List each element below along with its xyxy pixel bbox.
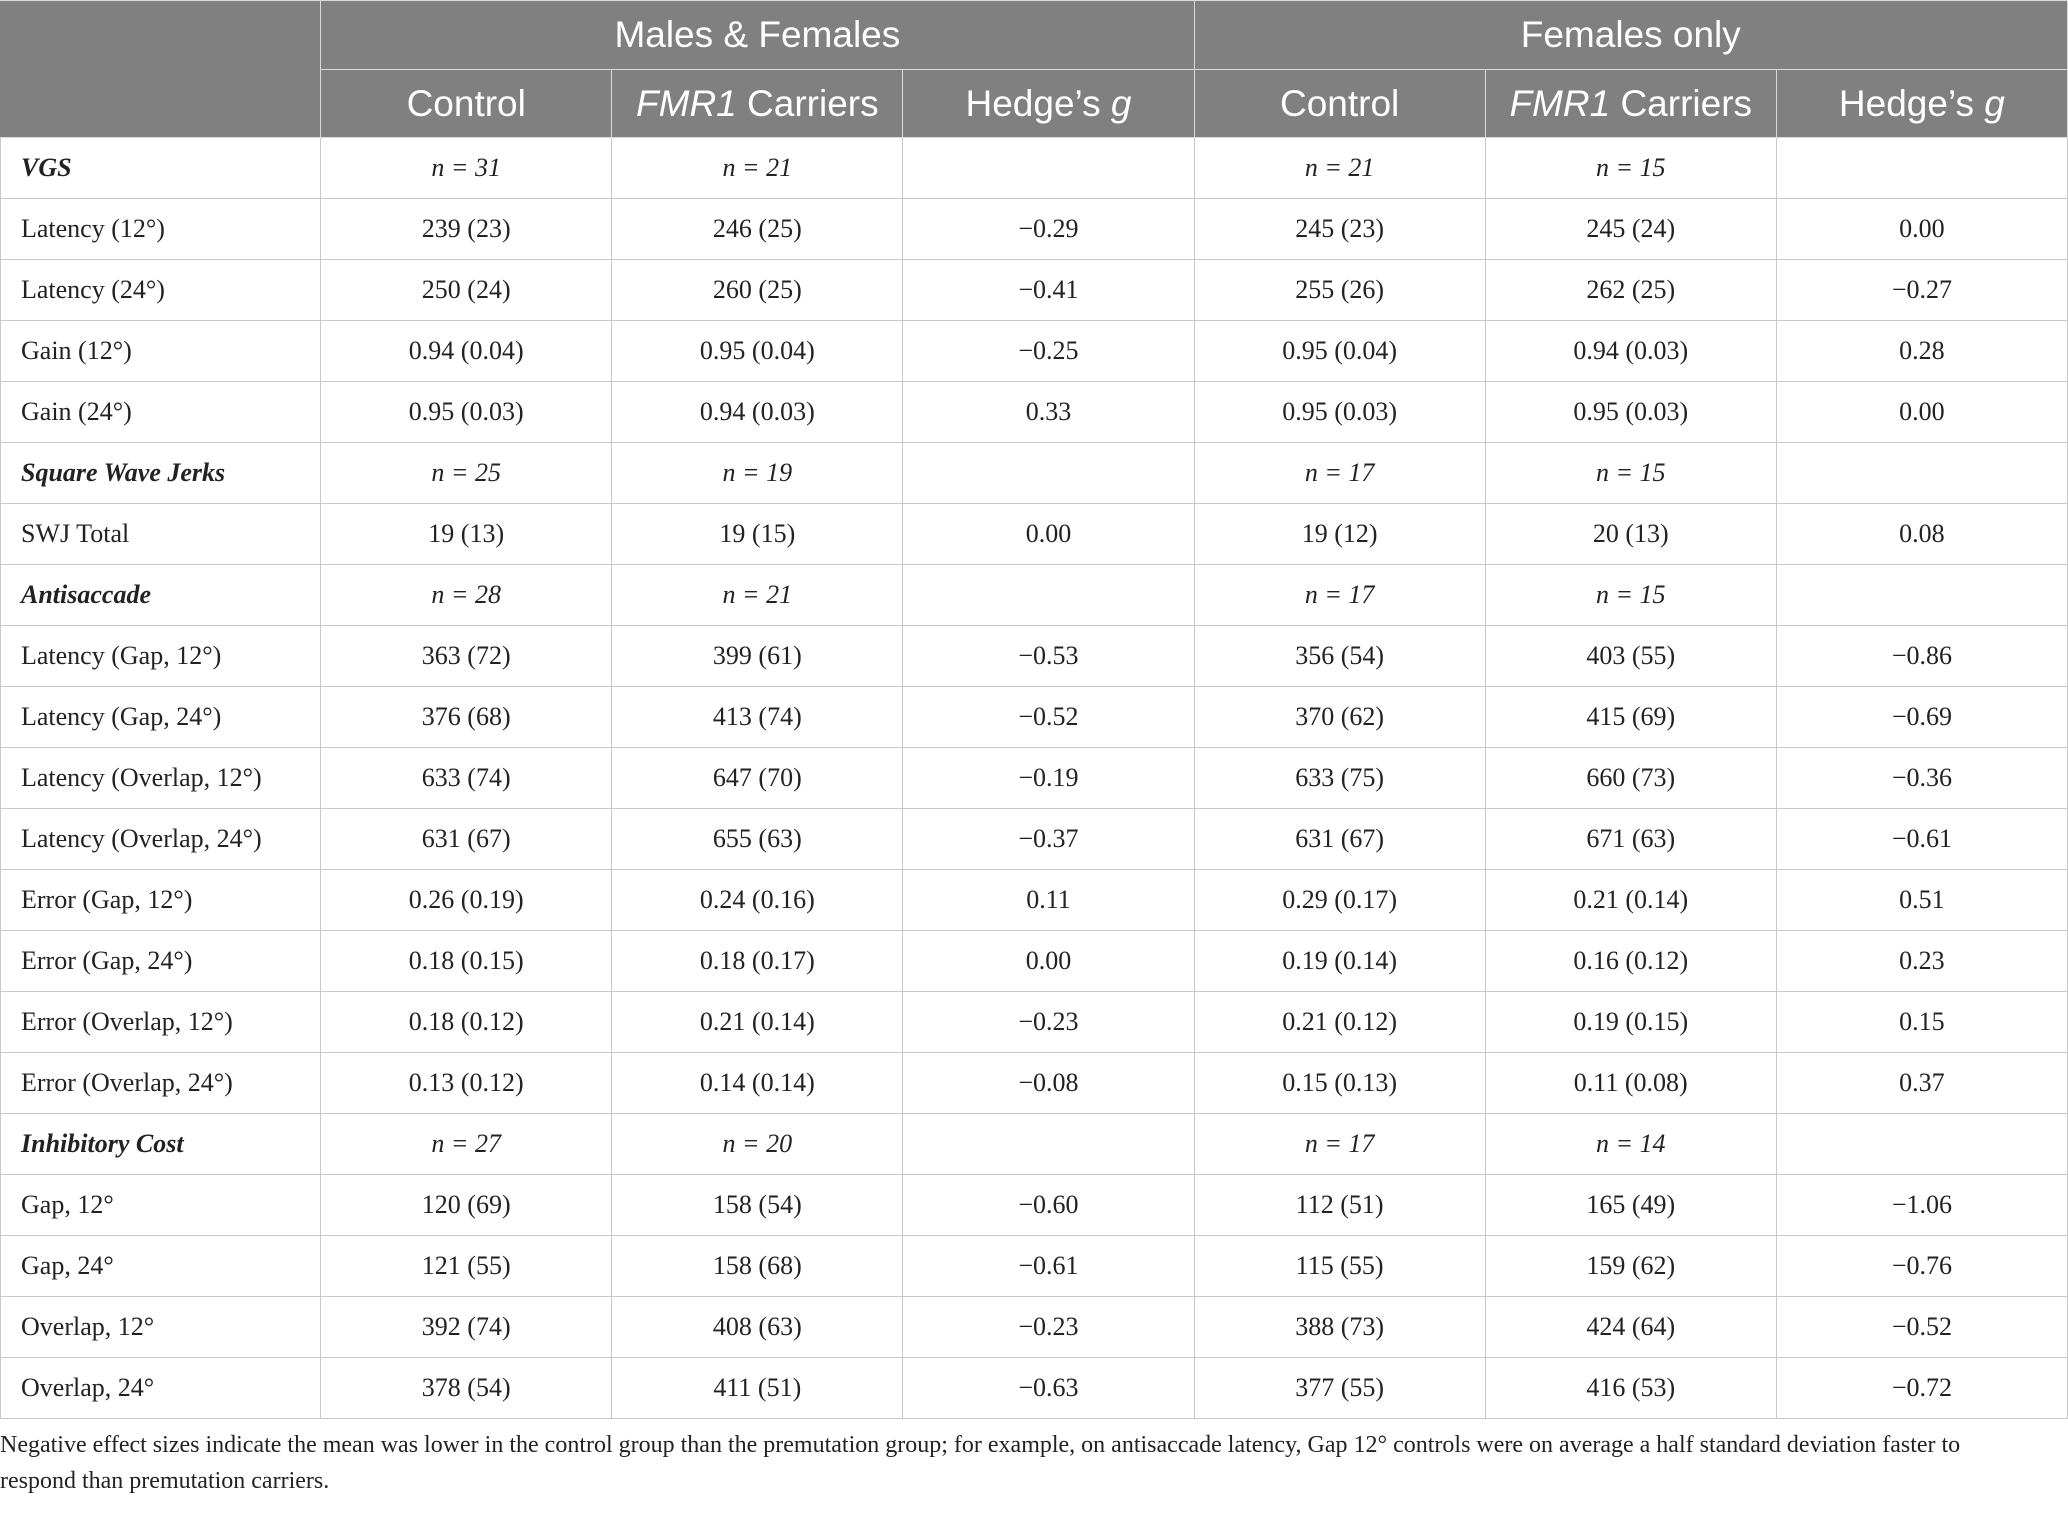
sample-size-cell: n = 21: [1194, 138, 1485, 199]
group-header-females-only: Females only: [1194, 1, 2067, 70]
sample-size-cell: n = 25: [321, 443, 612, 504]
section-row: [1, 1114, 2068, 1175]
row-label: Overlap, 24°: [1, 1358, 321, 1419]
sample-size-cell: [903, 138, 1194, 199]
table-cell: 0.13 (0.12): [321, 1053, 612, 1114]
table-cell: −0.25: [903, 321, 1194, 382]
table-cell: 158 (68): [612, 1236, 903, 1297]
col-header-hedges-g: Hedge’s g: [1776, 70, 2067, 138]
table-cell: 0.14 (0.14): [612, 1053, 903, 1114]
table-cell: 377 (55): [1194, 1358, 1485, 1419]
table-cell: 159 (62): [1485, 1236, 1776, 1297]
table-cell: 408 (63): [612, 1297, 903, 1358]
table-cell: 376 (68): [321, 687, 612, 748]
table-cell: 158 (54): [612, 1175, 903, 1236]
row-label: Latency (24°): [1, 260, 321, 321]
table-cell: −0.08: [903, 1053, 1194, 1114]
table-row: [1, 1358, 2068, 1419]
table-cell: 239 (23): [321, 199, 612, 260]
table-body: [1, 138, 2068, 1419]
table-cell: 250 (24): [321, 260, 612, 321]
sample-size-cell: n = 21: [612, 565, 903, 626]
table-cell: 255 (26): [1194, 260, 1485, 321]
table-cell: 660 (73): [1485, 748, 1776, 809]
table-cell: −0.23: [903, 1297, 1194, 1358]
table-cell: 0.95 (0.04): [612, 321, 903, 382]
table-cell: 633 (75): [1194, 748, 1485, 809]
table-cell: 0.15 (0.13): [1194, 1053, 1485, 1114]
table-row: [1, 1297, 2068, 1358]
table-cell: 246 (25): [612, 199, 903, 260]
table-row: [1, 504, 2068, 565]
row-label: Error (Overlap, 24°): [1, 1053, 321, 1114]
table-cell: 0.00: [1776, 199, 2067, 260]
table-cell: 413 (74): [612, 687, 903, 748]
table-cell: 655 (63): [612, 809, 903, 870]
table-cell: −0.19: [903, 748, 1194, 809]
sample-size-cell: n = 31: [321, 138, 612, 199]
section-label: Antisaccade: [1, 565, 321, 626]
row-label: Overlap, 12°: [1, 1297, 321, 1358]
table-cell: 0.95 (0.03): [1485, 382, 1776, 443]
sample-size-cell: n = 20: [612, 1114, 903, 1175]
sample-size-cell: n = 15: [1485, 443, 1776, 504]
table-row: [1, 1053, 2068, 1114]
sample-size-cell: n = 19: [612, 443, 903, 504]
sample-size-cell: n = 17: [1194, 1114, 1485, 1175]
table-row: [1, 992, 2068, 1053]
table-cell: 120 (69): [321, 1175, 612, 1236]
table-row: [1, 260, 2068, 321]
row-label: Latency (12°): [1, 199, 321, 260]
table-cell: −0.36: [1776, 748, 2067, 809]
table-cell: 388 (73): [1194, 1297, 1485, 1358]
section-label: Square Wave Jerks: [1, 443, 321, 504]
sample-size-cell: [1776, 443, 2067, 504]
table-cell: −0.41: [903, 260, 1194, 321]
sample-size-cell: [1776, 565, 2067, 626]
sample-size-cell: [903, 1114, 1194, 1175]
table-cell: 0.21 (0.12): [1194, 992, 1485, 1053]
table-cell: −0.52: [1776, 1297, 2067, 1358]
table-row: [1, 870, 2068, 931]
table-cell: 0.18 (0.15): [321, 931, 612, 992]
section-label: Inhibitory Cost: [1, 1114, 321, 1175]
section-row: [1, 565, 2068, 626]
table-cell: −0.60: [903, 1175, 1194, 1236]
table-cell: 0.95 (0.03): [1194, 382, 1485, 443]
table-cell: 0.24 (0.16): [612, 870, 903, 931]
row-label: Latency (Gap, 24°): [1, 687, 321, 748]
table-cell: 416 (53): [1485, 1358, 1776, 1419]
table-cell: 0.21 (0.14): [612, 992, 903, 1053]
sample-size-cell: [1776, 1114, 2067, 1175]
table-cell: 0.33: [903, 382, 1194, 443]
table-row: [1, 687, 2068, 748]
row-label: Error (Gap, 12°): [1, 870, 321, 931]
table-cell: −0.69: [1776, 687, 2067, 748]
sample-size-cell: n = 15: [1485, 565, 1776, 626]
col-header-fmr1-carriers: FMR1 Carriers: [1485, 70, 1776, 138]
table-cell: 392 (74): [321, 1297, 612, 1358]
table-cell: 19 (13): [321, 504, 612, 565]
table-footnote: Negative effect sizes indicate the mean was lower in the control group than the premutation group; for example, on antisaccade latency, Gap 12° controls were on average a half standard deviation faster to respond than premutation carriers.: [0, 1432, 1961, 1494]
table-cell: −0.27: [1776, 260, 2067, 321]
table-cell: 424 (64): [1485, 1297, 1776, 1358]
table-cell: 0.21 (0.14): [1485, 870, 1776, 931]
table-cell: 411 (51): [612, 1358, 903, 1419]
col-header-hedges-g: Hedge’s g: [903, 70, 1194, 138]
table-cell: 0.26 (0.19): [321, 870, 612, 931]
table-cell: 245 (23): [1194, 199, 1485, 260]
table-cell: 0.51: [1776, 870, 2067, 931]
table-cell: 671 (63): [1485, 809, 1776, 870]
table-cell: 0.37: [1776, 1053, 2067, 1114]
table-row: [1, 626, 2068, 687]
table-cell: −0.76: [1776, 1236, 2067, 1297]
section-row: [1, 443, 2068, 504]
table-cell: 0.00: [1776, 382, 2067, 443]
sample-size-cell: [1776, 138, 2067, 199]
table-cell: 633 (74): [321, 748, 612, 809]
table-cell: 0.11 (0.08): [1485, 1053, 1776, 1114]
table-cell: 262 (25): [1485, 260, 1776, 321]
table-cell: 0.94 (0.04): [321, 321, 612, 382]
table-cell: 631 (67): [321, 809, 612, 870]
sample-size-cell: n = 17: [1194, 565, 1485, 626]
table-cell: −0.37: [903, 809, 1194, 870]
table-cell: 115 (55): [1194, 1236, 1485, 1297]
table-row: [1, 809, 2068, 870]
table-cell: 260 (25): [612, 260, 903, 321]
table-row: [1, 748, 2068, 809]
header-blank-cell: [1, 1, 321, 138]
group-header-males-females: Males & Females: [321, 1, 1194, 70]
row-label: Gain (12°): [1, 321, 321, 382]
table-cell: 403 (55): [1485, 626, 1776, 687]
row-label: SWJ Total: [1, 504, 321, 565]
row-label: Gain (24°): [1, 382, 321, 443]
table-cell: 0.23: [1776, 931, 2067, 992]
table-cell: −0.72: [1776, 1358, 2067, 1419]
table-cell: 165 (49): [1485, 1175, 1776, 1236]
table-cell: −0.61: [903, 1236, 1194, 1297]
sample-size-cell: [903, 565, 1194, 626]
table-cell: 0.95 (0.04): [1194, 321, 1485, 382]
col-header-control: Control: [321, 70, 612, 138]
table-cell: 0.29 (0.17): [1194, 870, 1485, 931]
table-row: [1, 382, 2068, 443]
sample-size-cell: n = 17: [1194, 443, 1485, 504]
sample-size-cell: n = 21: [612, 138, 903, 199]
table-cell: 370 (62): [1194, 687, 1485, 748]
table-cell: −0.53: [903, 626, 1194, 687]
table-cell: 245 (24): [1485, 199, 1776, 260]
table-cell: −1.06: [1776, 1175, 2067, 1236]
row-label: Latency (Overlap, 24°): [1, 809, 321, 870]
table-cell: 647 (70): [612, 748, 903, 809]
section-row: [1, 138, 2068, 199]
sample-size-cell: n = 15: [1485, 138, 1776, 199]
col-header-fmr1-carriers: FMR1 Carriers: [612, 70, 903, 138]
sample-size-cell: n = 14: [1485, 1114, 1776, 1175]
row-label: Error (Gap, 24°): [1, 931, 321, 992]
table-cell: 631 (67): [1194, 809, 1485, 870]
section-label: VGS: [1, 138, 321, 199]
table-cell: 20 (13): [1485, 504, 1776, 565]
table-cell: 19 (15): [612, 504, 903, 565]
table-cell: −0.86: [1776, 626, 2067, 687]
table-cell: 0.19 (0.14): [1194, 931, 1485, 992]
table-cell: −0.63: [903, 1358, 1194, 1419]
table-cell: 0.19 (0.15): [1485, 992, 1776, 1053]
row-label: Latency (Gap, 12°): [1, 626, 321, 687]
table-row: [1, 199, 2068, 260]
table-cell: 0.00: [903, 931, 1194, 992]
sample-size-cell: n = 28: [321, 565, 612, 626]
table-cell: 415 (69): [1485, 687, 1776, 748]
table-header: [1, 1, 2068, 138]
table-cell: 0.95 (0.03): [321, 382, 612, 443]
table-cell: 0.15: [1776, 992, 2067, 1053]
table-cell: 0.16 (0.12): [1485, 931, 1776, 992]
table-cell: 0.94 (0.03): [1485, 321, 1776, 382]
table-cell: 378 (54): [321, 1358, 612, 1419]
table-row: [1, 1236, 2068, 1297]
table-cell: 0.00: [903, 504, 1194, 565]
table-cell: −0.52: [903, 687, 1194, 748]
sample-size-cell: n = 27: [321, 1114, 612, 1175]
table-cell: 0.11: [903, 870, 1194, 931]
col-header-control: Control: [1194, 70, 1485, 138]
row-label: Gap, 24°: [1, 1236, 321, 1297]
table-cell: 0.94 (0.03): [612, 382, 903, 443]
sample-size-cell: [903, 443, 1194, 504]
table-cell: −0.23: [903, 992, 1194, 1053]
row-label: Error (Overlap, 12°): [1, 992, 321, 1053]
table-cell: 112 (51): [1194, 1175, 1485, 1236]
table-cell: −0.29: [903, 199, 1194, 260]
table-row: [1, 931, 2068, 992]
table-cell: 121 (55): [321, 1236, 612, 1297]
table-cell: 356 (54): [1194, 626, 1485, 687]
table-cell: 19 (12): [1194, 504, 1485, 565]
table-cell: 0.18 (0.17): [612, 931, 903, 992]
table-cell: 363 (72): [321, 626, 612, 687]
table-cell: 0.18 (0.12): [321, 992, 612, 1053]
row-label: Latency (Overlap, 12°): [1, 748, 321, 809]
table-cell: 0.28: [1776, 321, 2067, 382]
table-cell: 399 (61): [612, 626, 903, 687]
table-cell: −0.61: [1776, 809, 2067, 870]
table-row: [1, 321, 2068, 382]
table-cell: 0.08: [1776, 504, 2067, 565]
table-row: [1, 1175, 2068, 1236]
row-label: Gap, 12°: [1, 1175, 321, 1236]
